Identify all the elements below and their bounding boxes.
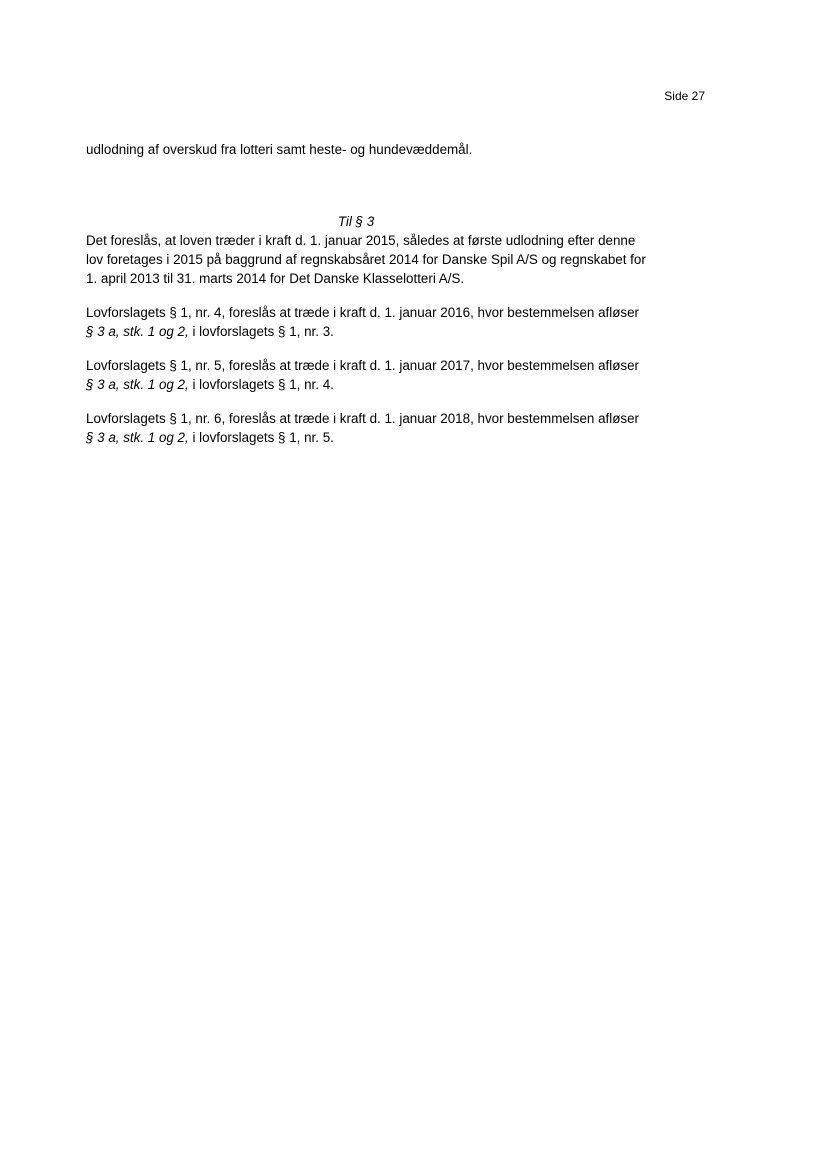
paragraph-4-text-after: i lovforslagets § 1, nr. 5. bbox=[188, 430, 334, 445]
section-heading: Til § 3 bbox=[337, 214, 375, 229]
paragraph-3-reference: § 3 a, stk. 1 og 2, bbox=[86, 377, 189, 392]
page-number: Side 27 bbox=[664, 89, 705, 103]
paragraph-2 bbox=[86, 303, 646, 341]
paragraph-2-reference: § 3 a, stk. 1 og 2, bbox=[86, 324, 189, 339]
paragraph-4-text-before: Lovforslagets § 1, nr. 6, foreslås at træde i kraft d. 1. januar 2018, hvor bestemmelsen afløser bbox=[86, 411, 640, 426]
paragraph-2-text-before: Lovforslagets § 1, nr. 4, foreslås at træde i kraft d. 1. januar 2016, hvor bestemmelsen afløser bbox=[86, 305, 640, 320]
paragraph-2-text-after: i lovforslagets § 1, nr. 3. bbox=[188, 324, 334, 339]
paragraph-3-text-after: i lovforslagets § 1, nr. 4. bbox=[188, 377, 334, 392]
paragraph-3-text-before: Lovforslagets § 1, nr. 5, foreslås at træde i kraft d. 1. januar 2017, hvor bestemmelsen afløser bbox=[86, 358, 640, 373]
intro-paragraph: udlodning af overskud fra lotteri samt heste- og hundevæddemål. bbox=[86, 142, 473, 157]
paragraph-1: Det foreslås, at loven træder i kraft d. 1. januar 2015, således at første udlodning efter denne lov foretages i 2015 på baggrund af regnskabsåret 2014 for Danske Spil A/S og regnskabet for 1. april 2013 til 31. marts 2014 for Det Danske Klasselotteri A/S. bbox=[86, 233, 646, 286]
paragraph-4-reference: § 3 a, stk. 1 og 2, bbox=[86, 430, 189, 445]
document-body bbox=[86, 140, 646, 462]
paragraph-4 bbox=[86, 409, 646, 447]
paragraph-3 bbox=[86, 356, 646, 394]
